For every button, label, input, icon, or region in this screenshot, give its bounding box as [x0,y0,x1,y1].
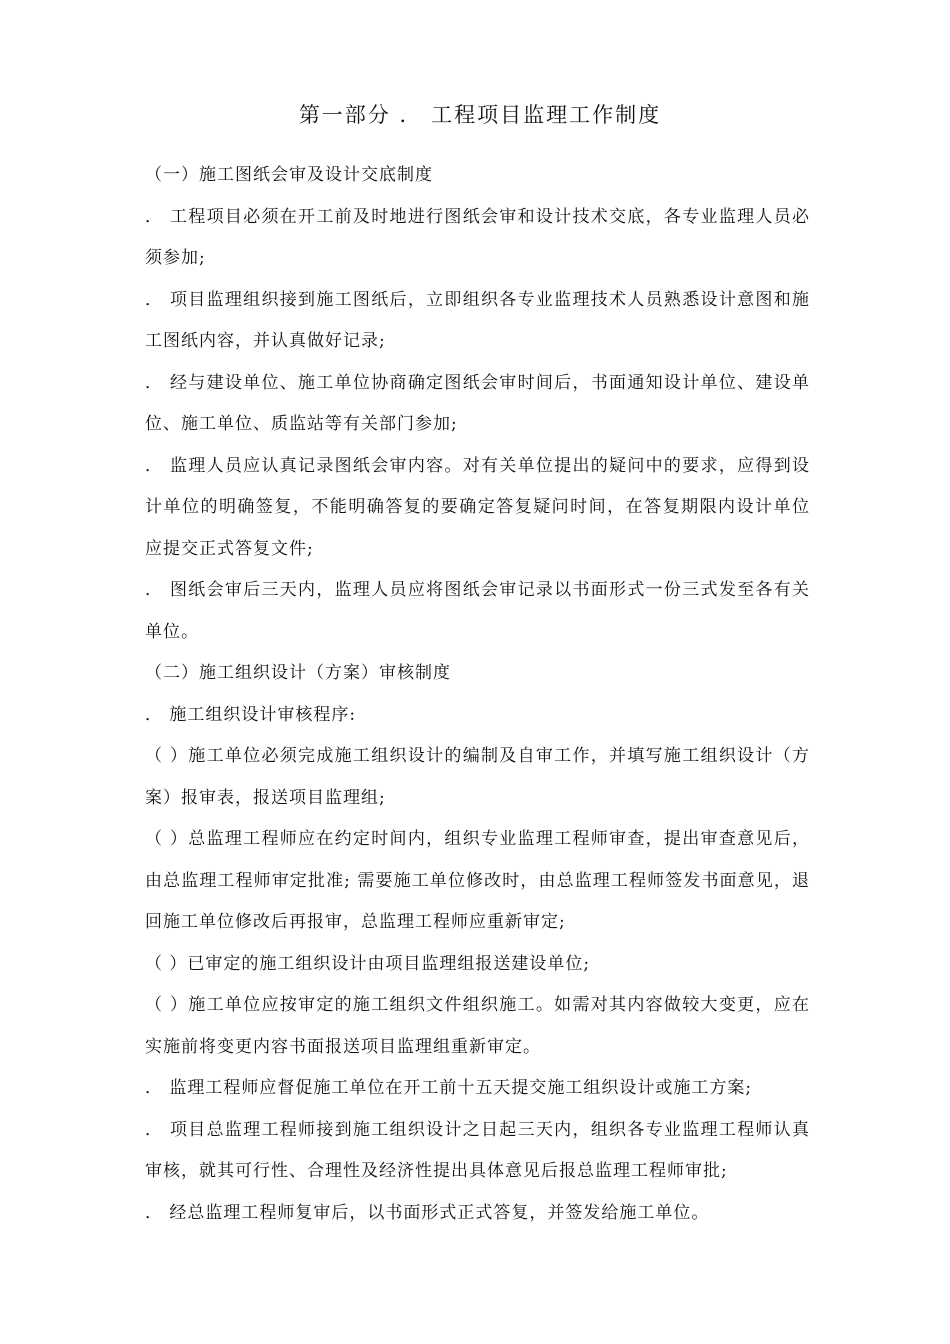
paragraph: （ ）已审定的施工组织设计由项目监理组报送建设单位; [145,953,591,974]
section-heading: （一）施工图纸会审及设计交底制度 [145,165,433,185]
paragraph: ． 施工组织设计审核程序: [145,704,357,725]
paragraph: （ ）总监理工程师应在约定时间内，组织专业监理工程师审查，提出审查意见后，由总监理工程师审定批准; 需要施工单位修改时，由总监理工程师签发书面意见，退回施工单位修改后再报审，总监理工程师应重新审定; [145,829,810,932]
document-title: 第一部分 ． 工程项目监理工作制度 [298,103,662,127]
document-body [145,155,810,1234]
section-heading: （二）施工组织设计（方案）审核制度 [145,663,451,683]
paragraph: ． 图纸会审后三天内，监理人员应将图纸会审记录以书面形式一份三式发至各有关单位。 [145,580,810,642]
paragraph: （ ）施工单位应按审定的施工组织文件组织施工。如需对其内容做较大变更，应在实施前将变更内容书面报送项目监理组重新审定。 [145,995,810,1057]
paragraph: ． 经总监理工程师复审后，以书面形式正式答复，并签发给施工单位。 [145,1202,710,1223]
paragraph: ． 项目总监理工程师接到施工组织设计之日起三天内，组织各专业监理工程师认真审核，就其可行性、合理性及经济性提出具体意见后报总监理工程师审批; [145,1119,810,1181]
paragraph: ． 监理人员应认真记录图纸会审内容。对有关单位提出的疑问中的要求，应得到设计单位的明确签复，不能明确答复的要确定答复疑问时间，在答复期限内设计单位应提交正式答复文件; [145,455,810,559]
paragraph: ． 项目监理组织接到施工图纸后，立即组织各专业监理技术人员熟悉设计意图和施工图纸内容，并认真做好记录; [145,289,810,351]
paragraph: （ ）施工单位必须完成施工组织设计的编制及自审工作，并填写施工组织设计（方案）报审表，报送项目监理组; [145,746,810,808]
paragraph: ． 工程项目必须在开工前及时地进行图纸会审和设计技术交底，各专业监理人员必须参加; [145,206,810,268]
paragraph: ． 经与建设单位、施工单位协商确定图纸会审时间后，书面通知设计单位、建设单位、施工单位、质监站等有关部门参加; [145,372,810,434]
paragraph: ． 监理工程师应督促施工单位在开工前十五天提交施工组织设计或施工方案; [145,1078,753,1098]
